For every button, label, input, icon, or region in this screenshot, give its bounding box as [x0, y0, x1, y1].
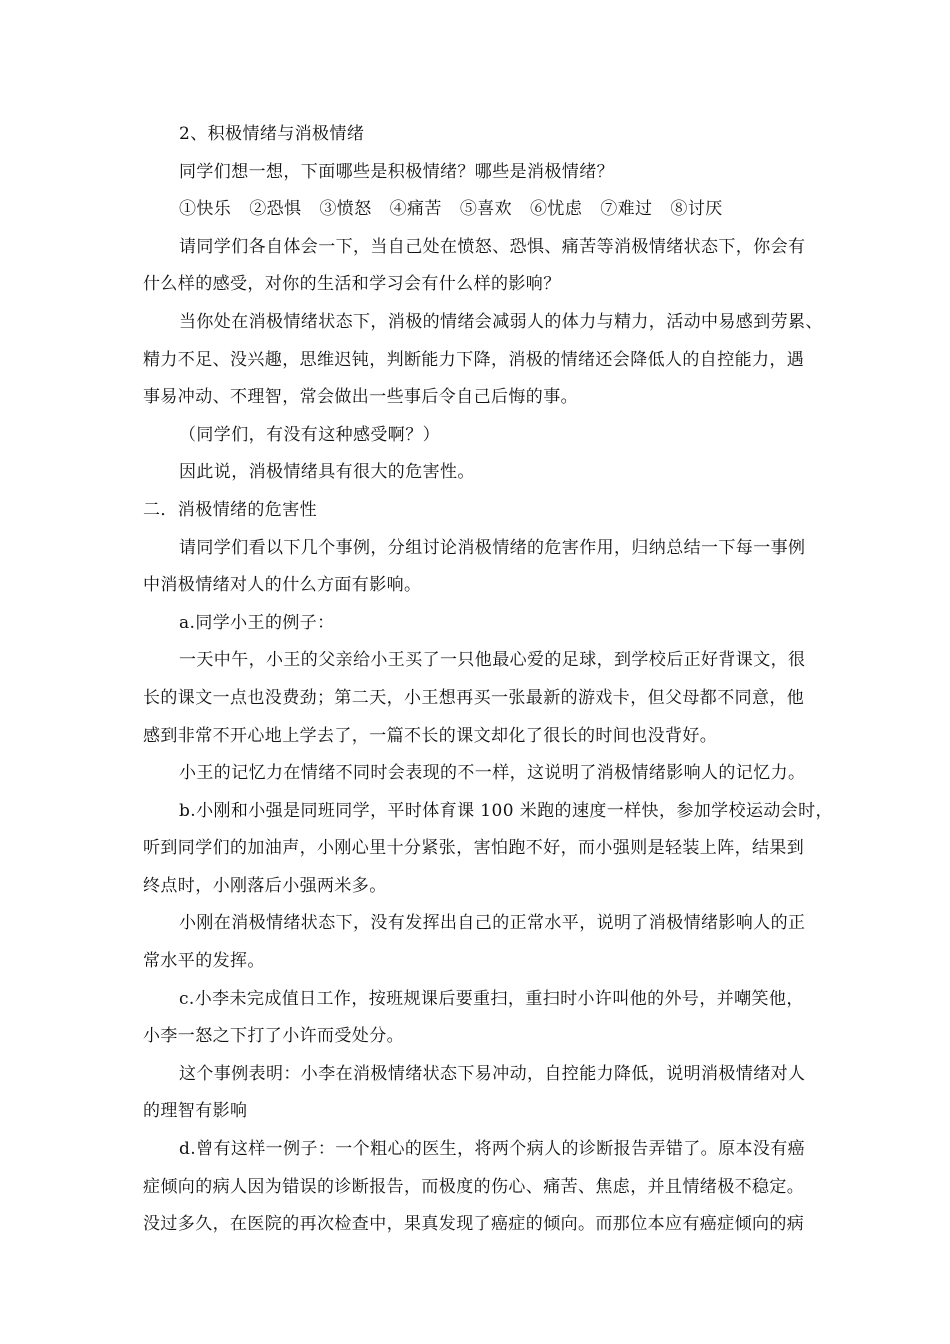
text-line: 请同学们看以下几个事例，分组讨论消极情绪的危害作用，归纳总结一下每一事例	[179, 537, 806, 558]
example-b-story	[143, 793, 833, 906]
text-line: 什么样的感受，对你的生活和学习会有什么样的影响？	[143, 274, 561, 295]
example-a-title: a.同学小王的例子：	[179, 612, 335, 633]
example-c-story	[143, 981, 809, 1056]
text-line: 一天中午，小王的父亲给小王买了一只他最心爱的足球，到学校后正好背课文，很	[179, 650, 806, 671]
emotion-item: ⑤喜欢	[459, 199, 513, 220]
text-line: 听到同学们的加油声，小刚心里十分紧张，害怕跑不好，而小强则是轻装上阵，结果到	[143, 838, 805, 859]
text-line: 请同学们各自体会一下，当自己处在愤怒、恐惧、痛苦等消极情绪状态下，你会有	[179, 236, 806, 257]
text-line: 中消极情绪对人的什么方面有影响。	[143, 575, 422, 596]
text-line: 常水平的发挥。	[143, 951, 265, 972]
example-a-story	[143, 642, 809, 755]
example-d-story	[143, 1131, 809, 1244]
text-line: d.曾有这样一例子：一个粗心的医生，将两个病人的诊断报告弄错了。原本没有癌	[179, 1139, 806, 1160]
emotion-item: ④痛苦	[389, 199, 442, 220]
emotion-item: ⑦难过	[600, 199, 653, 220]
emotion-item: ③愤怒	[319, 199, 372, 220]
text-line: 精力不足、没兴趣，思维迟钝，判断能力下降，消极的情绪还会降低人的自控能力，遇	[143, 349, 805, 370]
emotion-item: ②恐惧	[249, 199, 302, 220]
text-line: c.小李未完成值日工作，按班规课后要重扫，重扫时小许叫他的外号，并嘲笑他，	[179, 988, 804, 1009]
text-line: 感到非常不开心地上学去了，一篇不长的课文却化了很长的时间也没背好。	[143, 725, 718, 746]
emotion-list	[143, 191, 809, 229]
text-line: 的理智有影响	[143, 1101, 248, 1122]
negative-state-paragraph	[143, 304, 823, 417]
ask-paragraph: （同学们，有没有这种感受啊？）	[179, 424, 440, 445]
emotion-item: ⑥忧虑	[530, 199, 583, 220]
discuss-paragraph	[143, 530, 809, 605]
emotion-item: ⑧讨厌	[670, 199, 723, 220]
text-line: 这个事例表明：小李在消极情绪状态下易冲动，自控能力降低，说明消极情绪对人	[179, 1063, 806, 1084]
emotion-item: ①快乐	[179, 199, 232, 220]
section-heading-harm: 二．消极情绪的危害性	[143, 499, 317, 520]
therefore-paragraph: 因此说，消极情绪具有很大的危害性。	[179, 462, 475, 483]
text-line: 当你处在消极情绪状态下，消极的情绪会减弱人的体力与精力，活动中易感到劳累、	[179, 311, 823, 332]
text-line: b.小刚和小强是同班同学，平时体育课 100 米跑的速度一样快，参加学校运动会时，	[179, 800, 833, 821]
text-line: 小刚在消极情绪状态下，没有发挥出自己的正常水平，说明了消极情绪影响人的正	[179, 913, 806, 934]
text-line: 没过多久，在医院的再次检查中，果真发现了癌症的倾向。而那位本应有癌症倾向的病	[143, 1214, 805, 1235]
feel-paragraph	[143, 229, 809, 304]
example-b-conclusion	[143, 905, 809, 980]
example-a-conclusion: 小王的记忆力在情绪不同时会表现的不一样，这说明了消极情绪影响人的记忆力。	[179, 763, 806, 784]
text-line: 终点时，小刚落后小强两米多。	[143, 875, 387, 896]
question-paragraph: 同学们想一想，下面哪些是积极情绪？哪些是消极情绪？	[179, 161, 614, 182]
text-line: 小李一怒之下打了小许而受处分。	[143, 1026, 404, 1047]
example-c-conclusion	[143, 1056, 809, 1131]
section-title-positive-negative: 2、积极情绪与消极情绪	[179, 124, 365, 144]
document-body	[143, 116, 833, 1244]
text-line: 症倾向的病人因为错误的诊断报告，而极度的伤心、痛苦、焦虑，并且情绪极不稳定。	[143, 1176, 805, 1197]
text-line: 事易冲动、不理智，常会做出一些事后令自己后悔的事。	[143, 387, 578, 408]
text-line: 长的课文一点也没费劲；第二天，小王想再买一张最新的游戏卡，但父母都不同意，他	[143, 687, 805, 708]
